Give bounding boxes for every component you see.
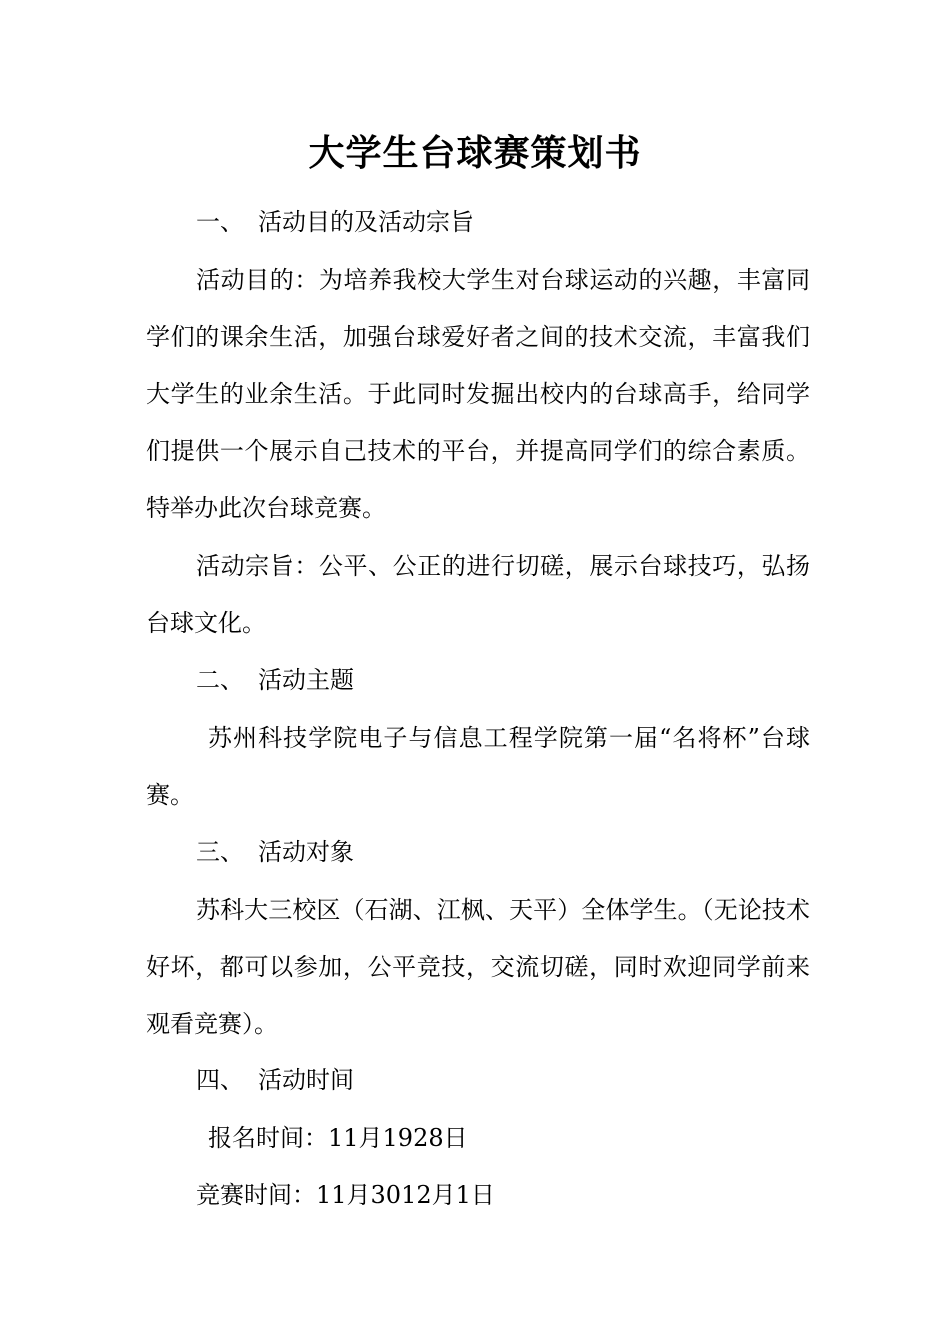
competition-time: 竞赛时间：11月3012月1日 bbox=[196, 1181, 495, 1209]
registration-time: 报名时间：11月1928日 bbox=[208, 1124, 468, 1152]
tenet-paragraph bbox=[146, 538, 810, 652]
section-number: 二、 bbox=[196, 666, 244, 694]
section-heading-1 bbox=[196, 194, 474, 251]
section-title: 活动时间 bbox=[258, 1066, 354, 1094]
paragraph-text: 活动宗旨：公平、公正的进行切磋，展示台球技巧，弘扬台球文化。 bbox=[146, 552, 810, 637]
paragraph-text: 活动目的：为培养我校大学生对台球运动的兴趣，丰富同学们的课余生活，加强台球爱好者之间的技术交流，丰富我们大学生的业余生活。于此同时发掘出校内的台球高手，给同学们提供一个展示自己技术的平台，并提高同学们的综合素质。特举办此次台球竞赛。 bbox=[146, 266, 810, 522]
paragraph-text: 苏科大三校区（石湖、江枫、天平）全体学生。（无论技术好坏，都可以参加，公平竞技，交流切磋，同时欢迎同学前来观看竞赛）。 bbox=[146, 896, 810, 1038]
section-heading-2 bbox=[196, 652, 354, 709]
section-number: 三、 bbox=[196, 838, 244, 866]
section-number: 四、 bbox=[196, 1066, 244, 1094]
section-number: 一、 bbox=[196, 208, 244, 236]
section-heading-3 bbox=[196, 824, 354, 881]
purpose-paragraph bbox=[146, 252, 810, 537]
section-title: 活动主题 bbox=[258, 666, 354, 694]
paragraph-text: 苏州科技学院电子与信息工程学院第一届“名将杯”台球赛。 bbox=[146, 724, 810, 809]
section-title: 活动目的及活动宗旨 bbox=[258, 208, 474, 236]
document-title: 大学生台球赛策划书 bbox=[308, 132, 642, 174]
theme-paragraph bbox=[146, 710, 810, 824]
section-heading-4 bbox=[196, 1052, 354, 1109]
audience-paragraph bbox=[146, 882, 810, 1053]
section-title: 活动对象 bbox=[258, 838, 354, 866]
